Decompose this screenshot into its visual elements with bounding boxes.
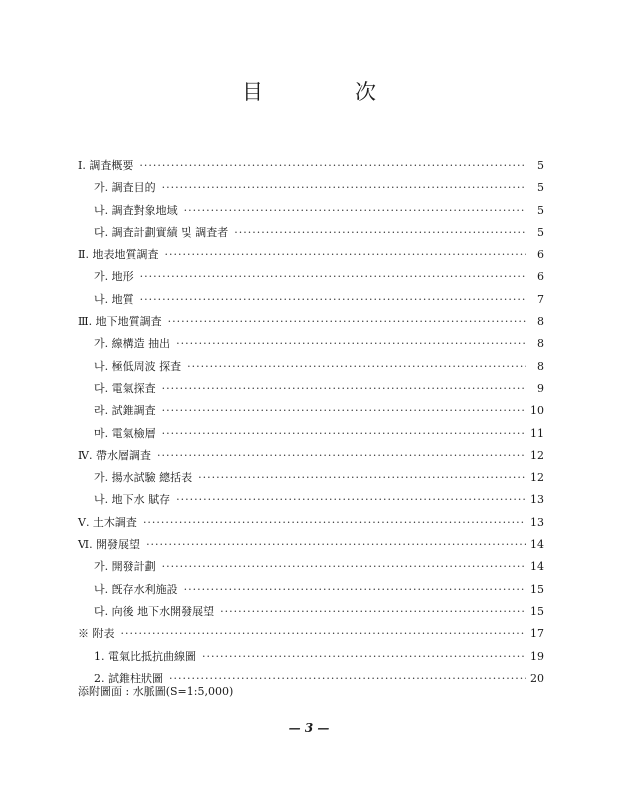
toc-entry-label: 가. 開發計劃 xyxy=(94,560,156,574)
toc-entry[interactable] xyxy=(78,244,544,266)
dot-leader xyxy=(162,423,526,445)
toc-entry-page: 5 xyxy=(537,225,544,239)
toc-entry-page: 11 xyxy=(530,426,544,440)
title-char-2: 次 xyxy=(355,80,376,104)
dot-leader xyxy=(162,556,526,578)
toc-entry[interactable] xyxy=(78,200,544,222)
toc-entry-page: 12 xyxy=(530,448,544,462)
toc-entry[interactable] xyxy=(78,489,544,511)
dot-leader xyxy=(220,601,526,623)
dot-leader xyxy=(202,646,526,668)
toc-entry-page: 6 xyxy=(537,270,544,284)
toc-entry-page: 5 xyxy=(537,159,544,172)
toc-entry-label: 가. 地形 xyxy=(94,270,134,284)
title-char-1: 目 xyxy=(242,80,263,104)
toc-entry[interactable] xyxy=(78,646,544,668)
toc-entry-label: ※ 附表 xyxy=(78,627,115,641)
toc-entry-page: 20 xyxy=(530,671,544,685)
toc-entry-page: 5 xyxy=(537,181,544,195)
toc-entry-label: 나. 調査對象地域 xyxy=(94,203,178,217)
toc-entry[interactable] xyxy=(78,177,544,199)
toc-entry-label: 가. 揚水試驗 總括表 xyxy=(94,471,193,485)
toc-entry-page: 8 xyxy=(537,337,544,351)
toc-entry-page: 9 xyxy=(537,381,544,395)
toc-entry[interactable] xyxy=(78,445,544,467)
dot-leader xyxy=(146,534,526,556)
toc-entry-label: 나. 地下水 賦存 xyxy=(94,493,171,507)
dot-leader xyxy=(184,200,526,222)
toc-entry-label: Ⅱ. 地表地質調査 xyxy=(78,248,159,262)
toc-entry[interactable] xyxy=(78,289,544,311)
dot-leader xyxy=(143,512,526,534)
dot-leader xyxy=(157,445,526,467)
toc-entry-page: 15 xyxy=(530,582,544,596)
toc-entry[interactable] xyxy=(78,222,544,244)
toc-entry-page: 15 xyxy=(530,604,544,618)
dot-leader xyxy=(184,579,526,601)
toc-entry-page: 5 xyxy=(537,203,544,217)
dot-leader xyxy=(164,244,526,266)
dot-leader xyxy=(140,266,526,288)
toc-entry-page: 8 xyxy=(537,315,544,329)
toc-entry-page: 14 xyxy=(530,560,544,574)
toc-entry-label: 다. 電氣探査 xyxy=(94,381,156,395)
dot-leader xyxy=(234,222,526,244)
dot-leader xyxy=(176,489,526,511)
toc-entry-label: Ⅴ. 土木調査 xyxy=(78,515,137,529)
toc-entry-label: Ⅲ. 地下地質調査 xyxy=(78,315,162,329)
toc-entry[interactable] xyxy=(78,512,544,534)
dot-leader xyxy=(139,155,526,177)
toc-entry[interactable] xyxy=(78,423,544,445)
toc-entry-label: Ⅳ. 帶水層調査 xyxy=(78,448,151,462)
toc-entry-label: 가. 調査目的 xyxy=(94,181,156,195)
dot-leader xyxy=(140,289,526,311)
toc-entry[interactable] xyxy=(78,356,544,378)
toc-entry-label: Ⅰ. 調査概要 xyxy=(78,159,134,172)
toc-entry[interactable] xyxy=(78,378,544,400)
toc-entry-label: 2. 試錐柱狀圖 xyxy=(94,671,163,685)
toc-entry-label: Ⅵ. 開發展望 xyxy=(78,538,141,552)
toc-entry-label: 나. 旣存水利施設 xyxy=(94,582,178,596)
table-of-contents xyxy=(78,155,544,690)
dot-leader xyxy=(162,400,526,422)
toc-entry-label: 라. 試錐調査 xyxy=(94,404,156,418)
toc-entry[interactable] xyxy=(78,601,544,623)
toc-entry-page: 19 xyxy=(530,649,544,663)
toc-entry-label: 마. 電氣檢層 xyxy=(94,426,156,440)
dot-leader xyxy=(198,467,526,489)
toc-entry-page: 7 xyxy=(537,292,544,306)
toc-entry-label: 나. 極低周波 探査 xyxy=(94,359,182,373)
toc-entry-label: 가. 線構造 抽出 xyxy=(94,337,171,351)
toc-entry-page: 10 xyxy=(530,404,544,418)
toc-entry-label: 1. 電氣比抵抗曲線圖 xyxy=(94,649,196,663)
dot-leader xyxy=(187,356,526,378)
toc-entry-page: 6 xyxy=(537,248,544,262)
toc-entry[interactable] xyxy=(78,155,544,177)
page-title xyxy=(0,76,618,106)
toc-entry[interactable] xyxy=(78,400,544,422)
toc-entry[interactable] xyxy=(78,311,544,333)
dot-leader xyxy=(121,623,527,645)
toc-entry-label: 다. 向後 地下水開發展望 xyxy=(94,604,215,618)
page-number: — 3 — xyxy=(288,721,330,735)
toc-entry-page: 13 xyxy=(530,515,544,529)
toc-entry[interactable] xyxy=(78,534,544,556)
toc-entry[interactable] xyxy=(78,623,544,645)
toc-entry[interactable] xyxy=(78,579,544,601)
toc-entry[interactable] xyxy=(78,266,544,288)
dot-leader xyxy=(168,311,526,333)
toc-entry-label: 나. 地質 xyxy=(94,292,134,306)
toc-entry-page: 17 xyxy=(530,627,544,641)
toc-entry-page: 8 xyxy=(537,359,544,373)
dot-leader xyxy=(162,177,526,199)
toc-entry-label: 다. 調査計劃實績 및 調査者 xyxy=(94,225,229,239)
toc-entry-page: 14 xyxy=(530,538,544,552)
toc-entry-page: 12 xyxy=(530,471,544,485)
attachment-note: 添附圖面 : 水脈圖(S=1:5,000) xyxy=(78,685,234,698)
dot-leader xyxy=(176,333,526,355)
toc-entry-page: 13 xyxy=(530,493,544,507)
toc-entry[interactable] xyxy=(78,333,544,355)
toc-entry[interactable] xyxy=(78,467,544,489)
dot-leader xyxy=(162,378,526,400)
toc-entry[interactable] xyxy=(78,556,544,578)
